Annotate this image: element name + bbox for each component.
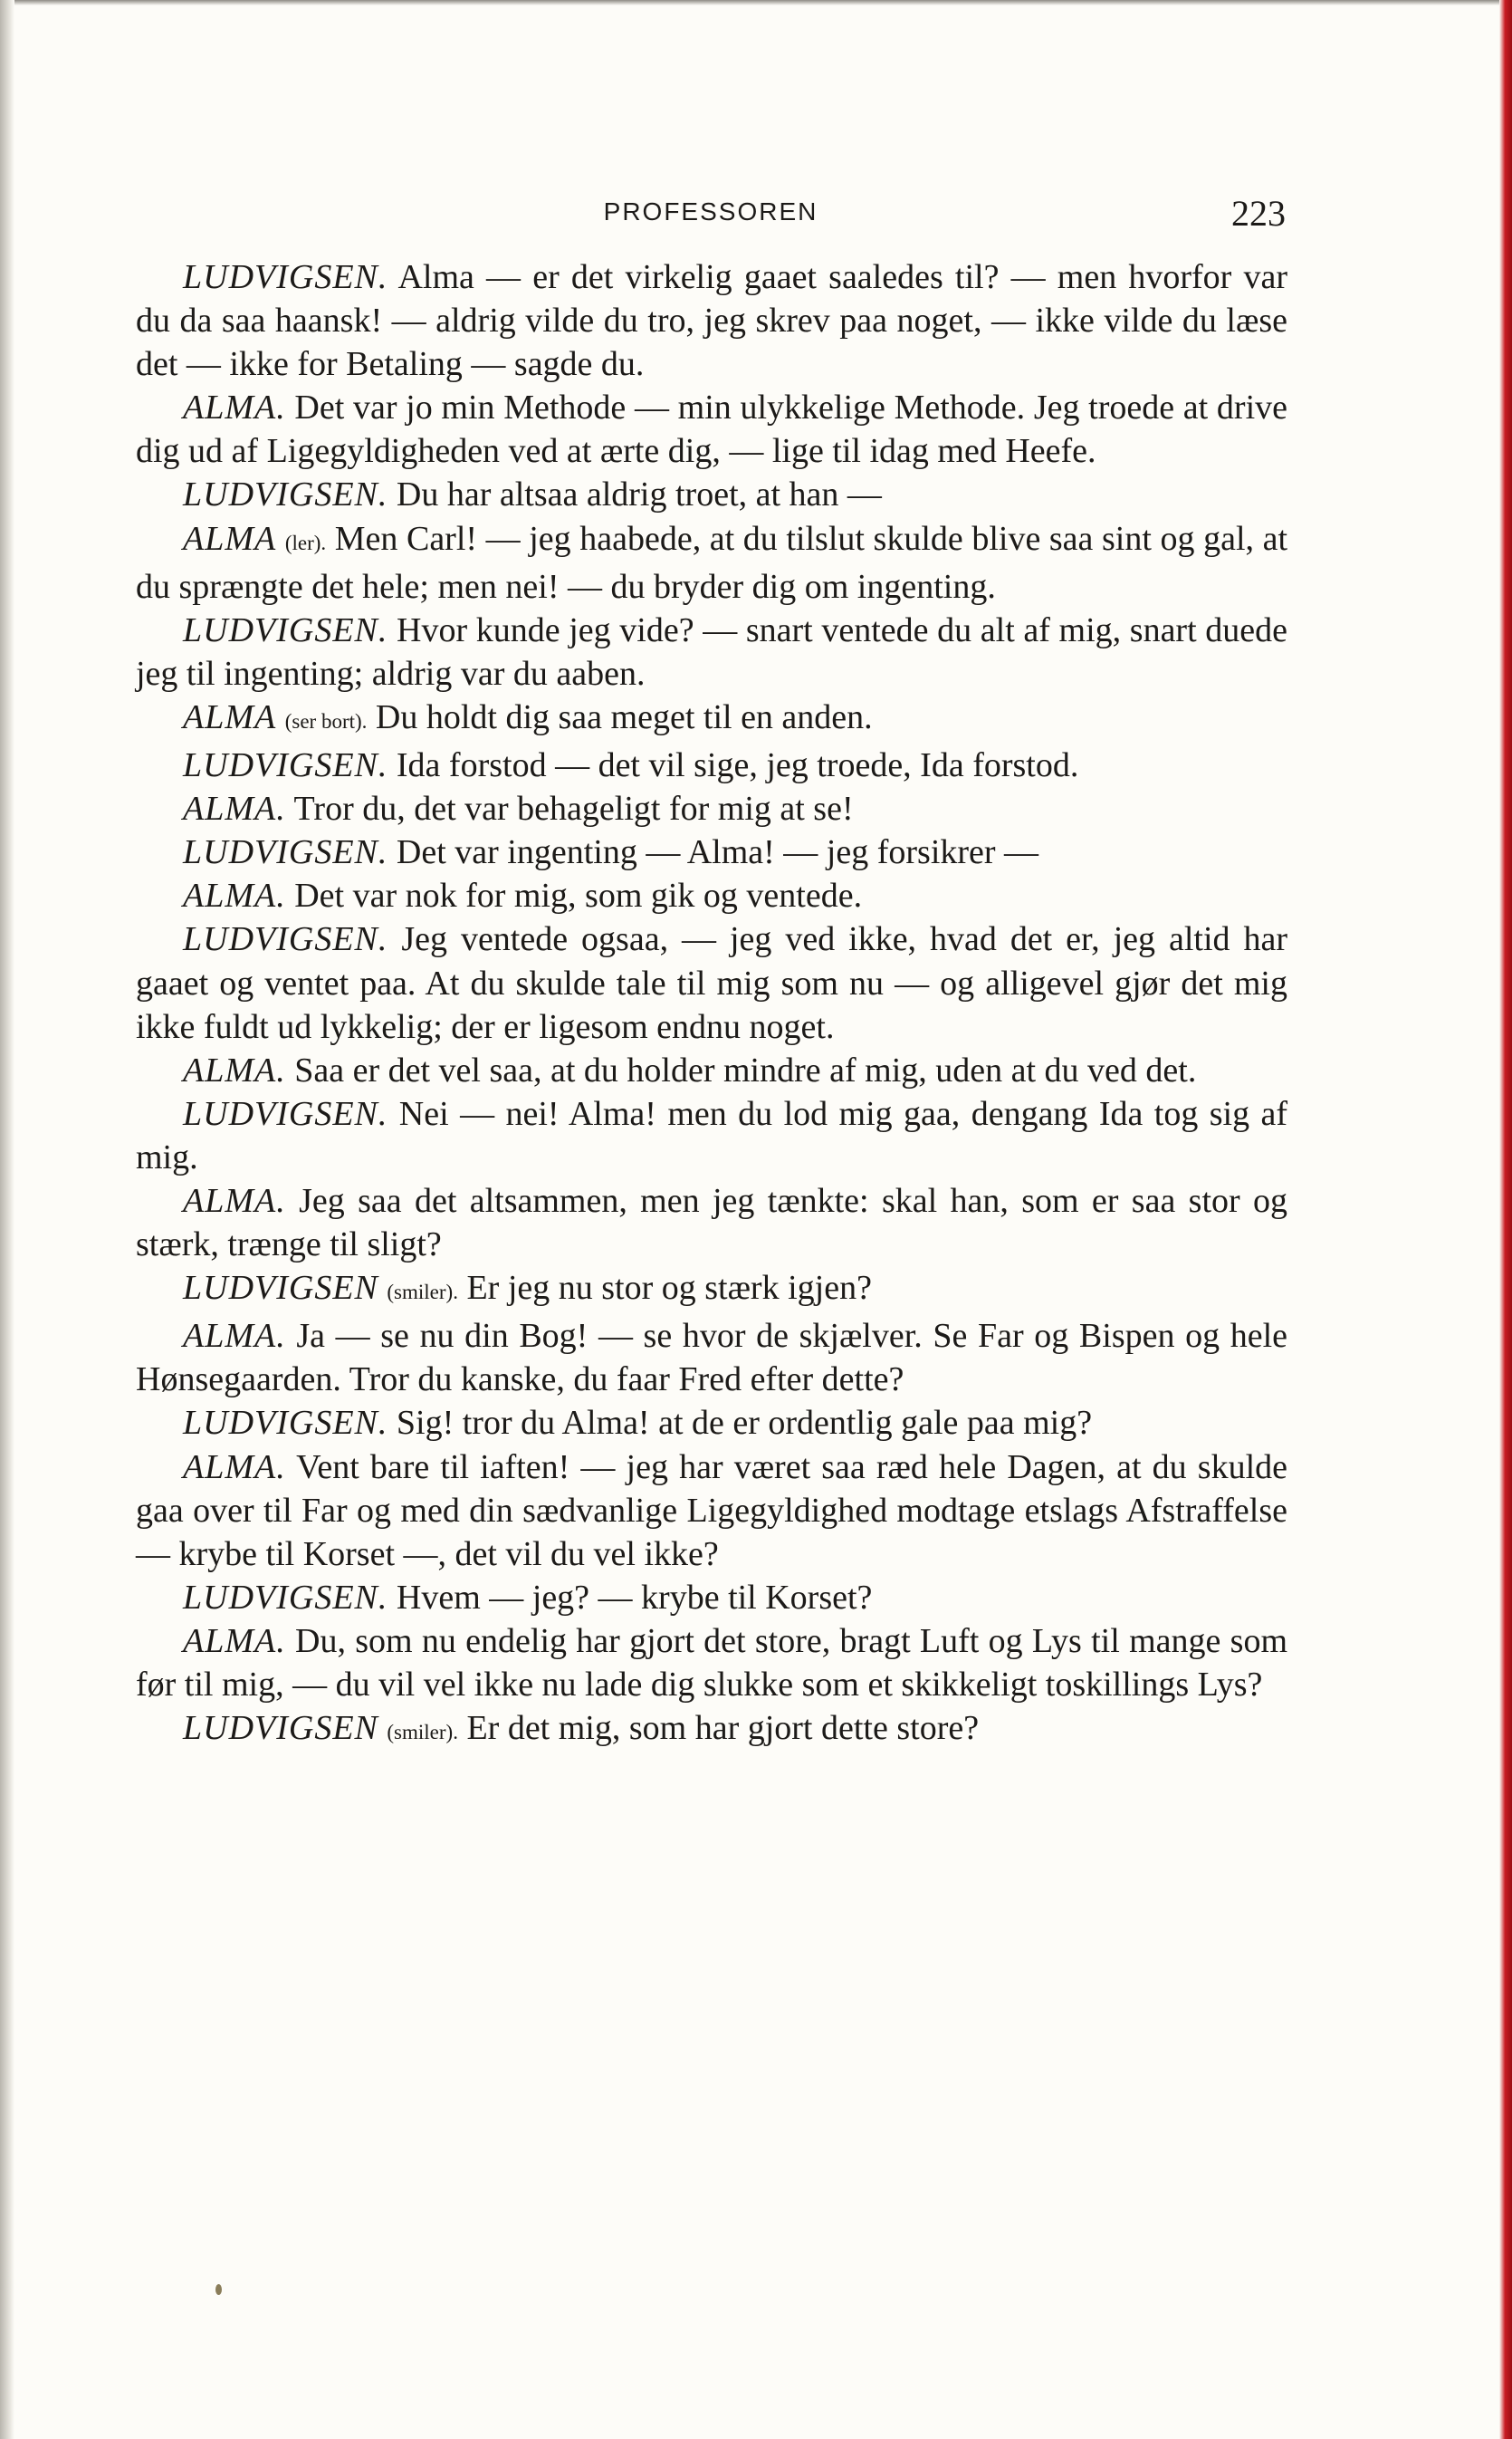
stage-direction: (smiler). xyxy=(387,1281,458,1304)
dialogue-paragraph xyxy=(136,1445,1287,1576)
speaker-name: LUDVIGSEN. xyxy=(183,1404,388,1443)
dialogue-paragraph xyxy=(136,1179,1287,1266)
dialogue-paragraph xyxy=(136,787,1287,831)
speech-text: Sig! tror du Alma! at de er ordentlig gale paa mig? xyxy=(396,1404,1093,1443)
speaker-name: LUDVIGSEN. xyxy=(183,1578,388,1617)
stage-direction: (ser bort). xyxy=(284,709,368,733)
speech-text: Jeg ventede ogsaa, — jeg ved ikke, hvad det er, jeg altid har gaaet og ventet paa. At du skulde tale til mig som nu — og alligevel gjør det mig ikke fuldt ud lykkelig; der er ligesom endnu noget. xyxy=(136,920,1287,1046)
speech-text: Jeg saa det altsammen, men jeg tænkte: skal han, som er saa stor og stærk, trænge til sligt? xyxy=(136,1181,1288,1264)
speech-text: Du, som nu endelig har gjort det store, bragt Luft og Lys til mange som før til mig, — du vil vel ikke nu lade dig slukke som et skikkeligt toskillings Lys? xyxy=(136,1621,1287,1704)
dialogue-paragraph xyxy=(136,744,1287,787)
speech-text: Det var nok for mig, som gik og ventede. xyxy=(294,877,863,916)
dialogue-paragraph xyxy=(136,1619,1287,1706)
speech-text: Er jeg nu stor og stærk igjen? xyxy=(466,1269,872,1308)
dialogue-paragraph xyxy=(136,1401,1287,1445)
page-edge-left xyxy=(0,0,14,2439)
speaker-name: LUDVIGSEN. xyxy=(183,258,388,296)
speech-text: Alma — er det virkelig gaaet saaledes til? — men hvorfor var du da saa haansk! — aldrig vilde du tro, jeg skrev paa noget, — ikke vilde du læse det — ikke for Betaling — sagde du. xyxy=(136,258,1288,384)
speaker-name: ALMA. xyxy=(183,877,286,916)
dialogue-paragraph xyxy=(136,1314,1287,1401)
speaker-name: ALMA. xyxy=(183,790,286,829)
speaker-name: ALMA. xyxy=(183,1051,286,1090)
speaker-name: LUDVIGSEN. xyxy=(183,746,388,785)
speech-text: Nei — nei! Alma! men du lod mig gaa, dengang Ida tog sig af mig. xyxy=(136,1094,1287,1176)
dialogue-paragraph xyxy=(136,386,1287,473)
dialogue-paragraph xyxy=(136,1706,1287,1754)
speaker-name: ALMA. xyxy=(183,389,286,427)
page-edge-right xyxy=(1499,0,1512,2439)
page-number: 223 xyxy=(1231,193,1286,234)
speech-text: Det var ingenting — Alma! — jeg forsikrer — xyxy=(396,833,1039,872)
dialogue-paragraph xyxy=(136,473,1287,516)
page-edge-top xyxy=(0,0,1512,5)
speech-text: Du holdt dig saa meget til en anden. xyxy=(375,697,873,736)
speech-text: Hvem — jeg? — krybe til Korset? xyxy=(396,1578,873,1617)
speaker-name: LUDVIGSEN. xyxy=(183,920,388,959)
speech-text: Tror du, det var behageligt for mig at se! xyxy=(293,790,854,829)
speaker-name: LUDVIGSEN. xyxy=(183,610,388,649)
dialogue-paragraph xyxy=(136,1092,1287,1179)
dialogue-paragraph xyxy=(136,1266,1287,1314)
speaker-name: ALMA. xyxy=(183,1447,286,1486)
speech-text: Men Carl! — jeg haabede, at du tilslut skulde blive saa sint og gal, at du sprængte det hele; men nei! — du bryder dig om ingenting. xyxy=(136,519,1288,606)
speech-text: Ida forstod — det vil sige, jeg troede, Ida forstod. xyxy=(396,746,1079,785)
dialogue-paragraph xyxy=(136,831,1287,874)
dialogue-paragraph xyxy=(136,874,1287,917)
dialogue-text xyxy=(136,255,1287,1754)
speaker-name: LUDVIGSEN xyxy=(183,1269,378,1308)
dialogue-paragraph xyxy=(136,1049,1287,1092)
speech-text: Hvor kunde jeg vide? — snart ventede du alt af mig, snart duede jeg til ingenting; aldrig var du aaben. xyxy=(136,610,1288,693)
stage-direction: (ler). xyxy=(284,531,327,554)
stage-direction: (smiler). xyxy=(387,1721,458,1744)
speaker-name: LUDVIGSEN. xyxy=(183,1094,388,1133)
dialogue-paragraph xyxy=(136,609,1287,696)
dialogue-paragraph xyxy=(136,696,1287,744)
running-head: PROFESSOREN xyxy=(603,197,818,226)
speech-text: Saa er det vel saa, at du holder mindre af mig, uden at du ved det. xyxy=(294,1051,1197,1090)
speaker-name: ALMA. xyxy=(183,1621,286,1660)
speech-text: Du har altsaa aldrig troet, at han — xyxy=(396,475,882,514)
speaker-name: LUDVIGSEN. xyxy=(183,475,388,514)
speaker-name: ALMA xyxy=(183,697,277,736)
ink-mark xyxy=(215,2284,222,2295)
speaker-name: ALMA xyxy=(183,519,277,558)
speaker-name: ALMA. xyxy=(183,1181,286,1220)
speech-text: Vent bare til iaften! — jeg har været saa ræd hele Dagen, at du skulde gaa over til Far og med din sædvanlige Ligegyldighed modtage etslags Afstraffelse — krybe til Korset —, det vil du vel ikke? xyxy=(136,1447,1287,1573)
page-header xyxy=(136,192,1286,235)
speech-text: Er det mig, som har gjort dette store? xyxy=(466,1709,980,1748)
speech-text: Det var jo min Methode — min ulykkelige Methode. Jeg troede at drive dig ud af Ligegyldigheden ved at ærte dig, — lige til idag med Heefe. xyxy=(136,389,1287,471)
speaker-name: LUDVIGSEN xyxy=(183,1709,378,1748)
dialogue-paragraph xyxy=(136,517,1287,609)
dialogue-paragraph xyxy=(136,917,1287,1048)
speaker-name: LUDVIGSEN. xyxy=(183,833,388,872)
dialogue-paragraph xyxy=(136,255,1287,386)
dialogue-paragraph xyxy=(136,1576,1287,1619)
speaker-name: ALMA. xyxy=(183,1317,286,1356)
speech-text: Ja — se nu din Bog! — se hvor de skjælver. Se Far og Bispen og hele Hønsegaarden. Tror du kanske, du faar Fred efter dette? xyxy=(136,1317,1288,1399)
